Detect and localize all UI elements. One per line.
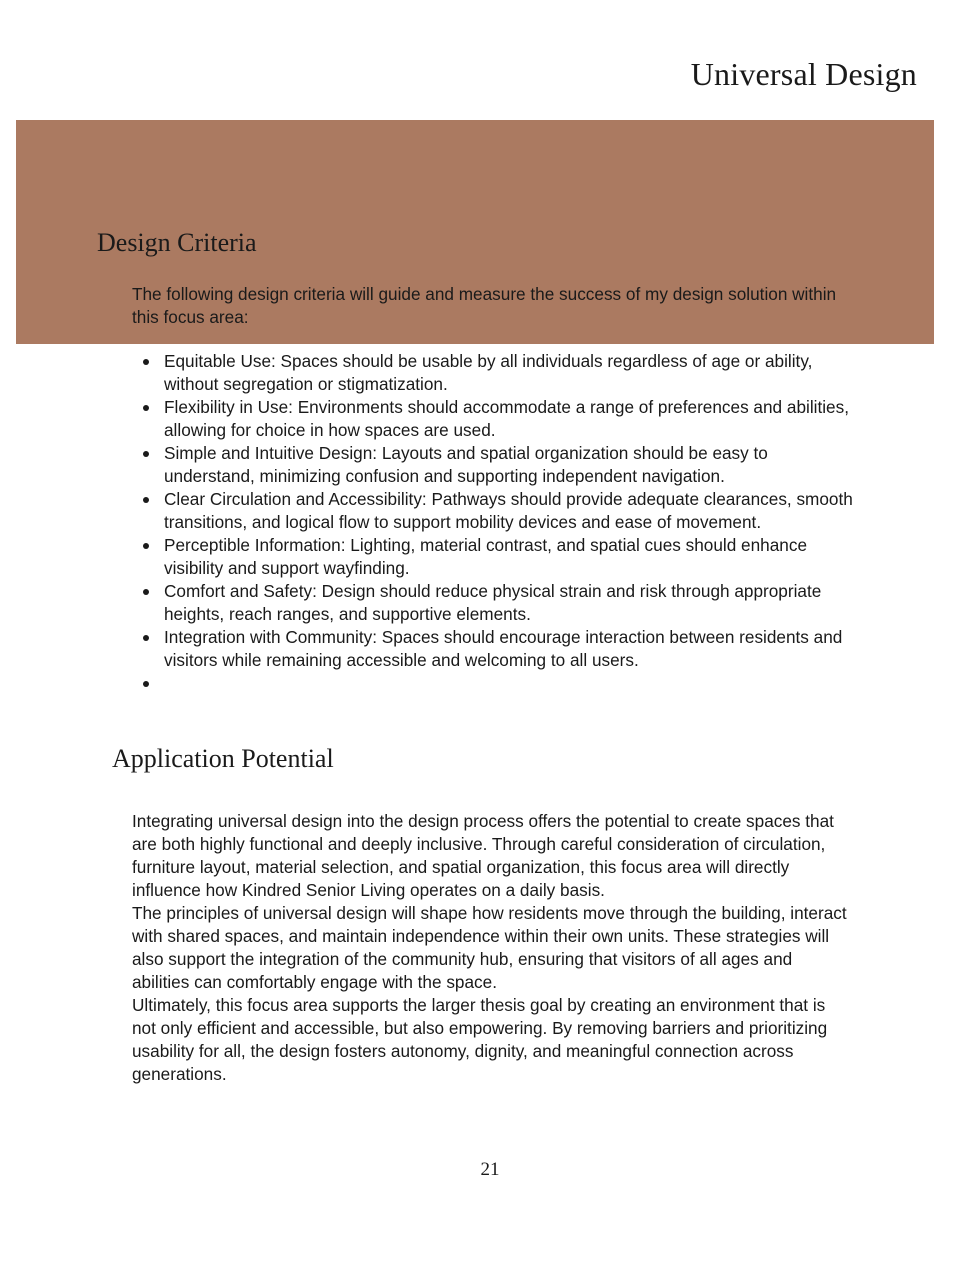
page-header-title: Universal Design	[690, 56, 917, 92]
list-item	[164, 534, 854, 580]
paragraph: Integrating universal design into the design process offers the potential to create spaces that are both highly functional and deeply inclusive. Through careful consideration of circulation, furniture layout, material selection, and spatial organization, this focus area will directly influence how Kindred Senior Living operates on a daily basis.	[132, 811, 834, 900]
bullet-icon	[143, 681, 149, 687]
list-item	[164, 488, 854, 534]
list-item-text: Flexibility in Use: Environments should accommodate a range of preferences and abilities, allowing for choice in how spaces are used.	[164, 397, 849, 440]
bullet-icon	[143, 635, 149, 641]
application-potential-body	[132, 810, 852, 1086]
bullet-icon	[143, 543, 149, 549]
bullet-icon	[143, 359, 149, 365]
list-item-text: Clear Circulation and Accessibility: Pathways should provide adequate clearances, smooth transitions, and logical flow to support mobility devices and ease of movement.	[164, 489, 853, 532]
bullet-icon	[143, 497, 149, 503]
list-item-text: Equitable Use: Spaces should be usable by all individuals regardless of age or ability, without segregation or stigmatization.	[164, 351, 813, 394]
list-item-text: Comfort and Safety: Design should reduce physical strain and risk through appropriate heights, reach ranges, and supportive elements.	[164, 581, 822, 624]
paragraph: The principles of universal design will shape how residents move through the building, interact with shared spaces, and maintain independence within their own units. These strategies will also support the integration of the community hub, ensuring that visitors of all ages and abilities can comfortably engage with the space.	[132, 903, 847, 992]
list-item	[164, 396, 854, 442]
application-potential-heading: Application Potential	[112, 744, 334, 773]
design-criteria-intro: The following design criteria will guide and measure the success of my design solution within this focus area:	[132, 284, 837, 327]
list-item	[164, 442, 854, 488]
list-item	[164, 350, 854, 396]
list-item	[164, 626, 854, 672]
design-criteria-list	[164, 350, 854, 695]
list-item-text: Simple and Intuitive Design: Layouts and spatial organization should be easy to understand, minimizing confusion and supporting independent navigation.	[164, 443, 768, 486]
bullet-icon	[143, 405, 149, 411]
design-criteria-heading: Design Criteria	[97, 228, 257, 257]
list-item-text: Integration with Community: Spaces should encourage interaction between residents and visitors while remaining accessible and welcoming to all users.	[164, 627, 843, 670]
list-item	[164, 672, 854, 695]
list-item	[164, 580, 854, 626]
bullet-icon	[143, 589, 149, 595]
paragraph: Ultimately, this focus area supports the larger thesis goal by creating an environment that is not only efficient and accessible, but also empowering. By removing barriers and prioritizing usability for all, the design fosters autonomy, dignity, and meaningful connection across generations.	[132, 995, 828, 1084]
bullet-icon	[143, 451, 149, 457]
page-number: 21	[480, 1159, 500, 1180]
list-item-text: Perceptible Information: Lighting, material contrast, and spatial cues should enhance visibility and support wayfinding.	[164, 535, 808, 578]
